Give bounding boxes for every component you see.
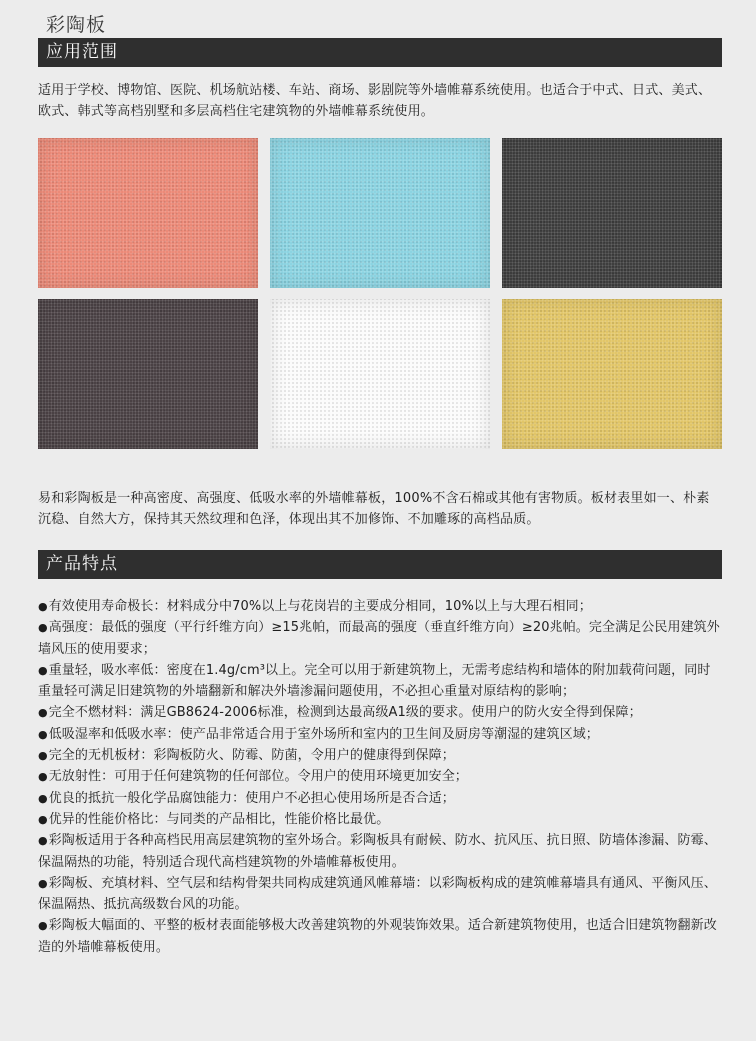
feature-item [38,830,722,873]
feature-item [38,809,722,830]
bullet-icon: ● [38,663,48,677]
bullet-icon: ● [38,749,48,763]
swatch-light-blue [270,138,490,288]
bullet-icon: ● [38,812,48,826]
color-swatch-grid [38,138,722,450]
swatch-white [270,299,490,449]
feature-text: 无放射性：可用于任何建筑物的任何部位。令用户的使用环境更加安全； [48,769,468,785]
bullet-icon: ● [38,876,48,890]
swatch-yellow [502,299,722,449]
feature-item [38,766,722,787]
feature-text: 彩陶板大幅面的、平整的板材表面能够极大改善建筑物的外观装饰效果。适合新建筑物使用，也适合旧建筑物翻新改造的外墙帷幕板使用。 [38,918,717,955]
section-heading-features: 产品特点 [38,550,722,579]
feature-text: 有效使用寿命极长：材料成分中70%以上与花岗岩的主要成分相同，10%以上与大理石相同； [48,599,592,614]
swatch-salmon [38,138,258,288]
feature-text: 高强度：最低的强度（平行纤维方向）≥15兆帕，而最高的强度（垂直纤维方向）≥20兆帕。完全满足公民用建筑外墙风压的使用要求； [38,620,720,657]
page-title: 彩陶板 [46,14,107,36]
swatch-dark-brown [38,299,258,449]
feature-item [38,745,722,766]
feature-text: 优良的抵抗一般化学品腐蚀能力：使用户不必担心使用场所是否合适； [48,790,455,806]
feature-text: 完全不燃材料：满足GB8624-2006标准，检测到达最高级A1级的要求。使用户的防火安全得到保障； [48,705,642,721]
feature-item [38,702,722,723]
bullet-icon: ● [38,727,48,741]
feature-text: 重量轻，吸水率低：密度在1.4g/cm³以上。完全可以用于新建筑物上，无需考虑结构和墙体的附加载荷问题，同时重量轻可满足旧建筑物的外墙翻新和解决外墙渗漏问题使用，不必担心重量对原结构的影响； [38,662,711,700]
bullet-icon: ● [38,919,48,933]
bullet-icon: ● [38,791,48,805]
feature-text: 优异的性能价格比：与同类的产品相比，性能价格比最优。 [48,811,390,827]
bullet-icon: ● [38,600,48,613]
application-text: 适用于学校、博物馆、医院、机场航站楼、车站、商场、影剧院等外墙帷幕系统使用。也适合于中式、日式、美式、欧式、韩式等高档别墅和多层高档住宅建筑物的外墙帷幕系统使用。 [38,83,712,119]
feature-item [38,596,722,617]
feature-text: 彩陶板、充填材料、空气层和结构骨架共同构成建筑通风帷幕墙：以彩陶板构成的建筑帷幕墙具有通风、平衡风压、保温隔热、抵抗高级数台风的功能。 [38,875,717,913]
feature-item [38,788,722,809]
feature-item [38,617,722,660]
section-heading-application: 应用范围 [38,38,722,67]
bullet-icon: ● [38,706,48,720]
feature-item [38,724,722,745]
feature-text: 低吸湿率和低吸水率：使产品非常适合用于室外场所和室内的卫生间及厨房等潮湿的建筑区域； [48,726,599,742]
product-description: 易和彩陶板是一种高密度、高强度、低吸水率的外墙帷幕板，100%不含石棉或其他有害物质。板材表里如一、朴素沉稳、自然大方，保持其天然纹理和色泽，体现出其不加修饰、不加雕琢的高档品质。 [38,491,710,527]
feature-item [38,660,722,703]
bullet-icon: ● [38,621,48,635]
feature-item [38,873,722,916]
feature-list [38,596,722,958]
feature-text: 完全的无机板材：彩陶板防火、防霉、防菌，令用户的健康得到保障； [48,748,455,764]
swatch-charcoal [502,138,722,288]
bullet-icon: ● [38,834,48,848]
feature-text: 彩陶板适用于各种高档民用高层建筑物的室外场合。彩陶板具有耐候、防水、抗风压、抗日照、防墙体渗漏、防霉、保温隔热的功能，特别适合现代高档建筑物的外墙帷幕板使用。 [38,833,717,870]
feature-item [38,915,722,958]
bullet-icon: ● [38,770,48,784]
